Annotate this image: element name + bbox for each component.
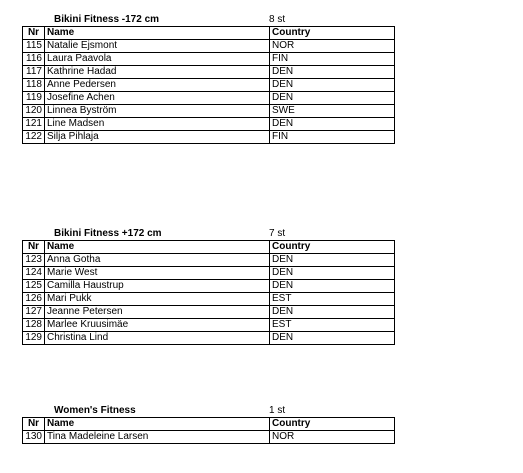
- table-row: [23, 431, 395, 444]
- column-header-name: Name: [45, 27, 270, 40]
- cell-name: Anna Gotha: [45, 254, 270, 267]
- section-header: [22, 228, 395, 240]
- cell-country: DEN: [270, 92, 395, 105]
- column-header-country: Country: [270, 27, 395, 40]
- cell-country: DEN: [270, 267, 395, 280]
- cell-nr: 118: [23, 79, 45, 92]
- cell-name: Jeanne Petersen: [45, 306, 270, 319]
- cell-name: Mari Pukk: [45, 293, 270, 306]
- table-row: [23, 332, 395, 345]
- cell-nr: 129: [23, 332, 45, 345]
- table-row: [23, 105, 395, 118]
- participants-table: [22, 26, 395, 144]
- table-header-row: [23, 418, 395, 431]
- table-row: [23, 40, 395, 53]
- cell-name: Anne Pedersen: [45, 79, 270, 92]
- cell-country: FIN: [270, 131, 395, 144]
- cell-nr: 122: [23, 131, 45, 144]
- cell-country: EST: [270, 293, 395, 306]
- cell-name: Christina Lind: [45, 332, 270, 345]
- section-womens-fitness: [22, 405, 395, 444]
- table-row: [23, 92, 395, 105]
- cell-country: SWE: [270, 105, 395, 118]
- cell-nr: 117: [23, 66, 45, 79]
- cell-name: Marie West: [45, 267, 270, 280]
- cell-name: Camilla Haustrup: [45, 280, 270, 293]
- table-row: [23, 319, 395, 332]
- table-row: [23, 306, 395, 319]
- cell-name: Line Madsen: [45, 118, 270, 131]
- cell-country: DEN: [270, 254, 395, 267]
- cell-nr: 123: [23, 254, 45, 267]
- cell-country: DEN: [270, 332, 395, 345]
- column-header-country: Country: [270, 418, 395, 431]
- section-count: 8 st: [269, 14, 286, 25]
- cell-country: NOR: [270, 431, 395, 444]
- cell-nr: 130: [23, 431, 45, 444]
- cell-nr: 128: [23, 319, 45, 332]
- cell-country: NOR: [270, 40, 395, 53]
- cell-country: DEN: [270, 280, 395, 293]
- cell-nr: 121: [23, 118, 45, 131]
- cell-nr: 126: [23, 293, 45, 306]
- table-row: [23, 53, 395, 66]
- column-header-nr: Nr: [23, 27, 45, 40]
- section-bikini-fitness-under-172: [22, 14, 395, 144]
- column-header-country: Country: [270, 241, 395, 254]
- cell-country: DEN: [270, 118, 395, 131]
- table-row: [23, 131, 395, 144]
- section-title: Bikini Fitness -172 cm: [54, 14, 160, 25]
- cell-name: Kathrine Hadad: [45, 66, 270, 79]
- section-title: Women's Fitness: [54, 405, 136, 416]
- cell-nr: 120: [23, 105, 45, 118]
- cell-nr: 116: [23, 53, 45, 66]
- participants-table: [22, 240, 395, 345]
- section-count: 7 st: [269, 228, 286, 239]
- cell-country: DEN: [270, 306, 395, 319]
- column-header-nr: Nr: [23, 418, 45, 431]
- cell-name: Marlee Kruusimäe: [45, 319, 270, 332]
- cell-nr: 115: [23, 40, 45, 53]
- table-row: [23, 79, 395, 92]
- cell-name: Josefine Achen: [45, 92, 270, 105]
- cell-country: DEN: [270, 66, 395, 79]
- cell-name: Laura Paavola: [45, 53, 270, 66]
- table-header-row: [23, 27, 395, 40]
- column-header-nr: Nr: [23, 241, 45, 254]
- section-count: 1 st: [269, 405, 286, 416]
- participants-table: [22, 417, 395, 444]
- table-row: [23, 254, 395, 267]
- cell-name: Tina Madeleine Larsen: [45, 431, 270, 444]
- cell-country: FIN: [270, 53, 395, 66]
- section-title: Bikini Fitness +172 cm: [54, 228, 162, 239]
- cell-nr: 119: [23, 92, 45, 105]
- table-row: [23, 118, 395, 131]
- section-header: [22, 14, 395, 26]
- cell-country: EST: [270, 319, 395, 332]
- cell-name: Linnea Byström: [45, 105, 270, 118]
- table-row: [23, 66, 395, 79]
- table-row: [23, 267, 395, 280]
- column-header-name: Name: [45, 241, 270, 254]
- table-row: [23, 280, 395, 293]
- cell-name: Silja Pihlaja: [45, 131, 270, 144]
- cell-nr: 127: [23, 306, 45, 319]
- cell-country: DEN: [270, 79, 395, 92]
- section-bikini-fitness-over-172: [22, 228, 395, 345]
- section-header: [22, 405, 395, 417]
- table-row: [23, 293, 395, 306]
- cell-nr: 125: [23, 280, 45, 293]
- cell-name: Natalie Ejsmont: [45, 40, 270, 53]
- table-header-row: [23, 241, 395, 254]
- column-header-name: Name: [45, 418, 270, 431]
- cell-nr: 124: [23, 267, 45, 280]
